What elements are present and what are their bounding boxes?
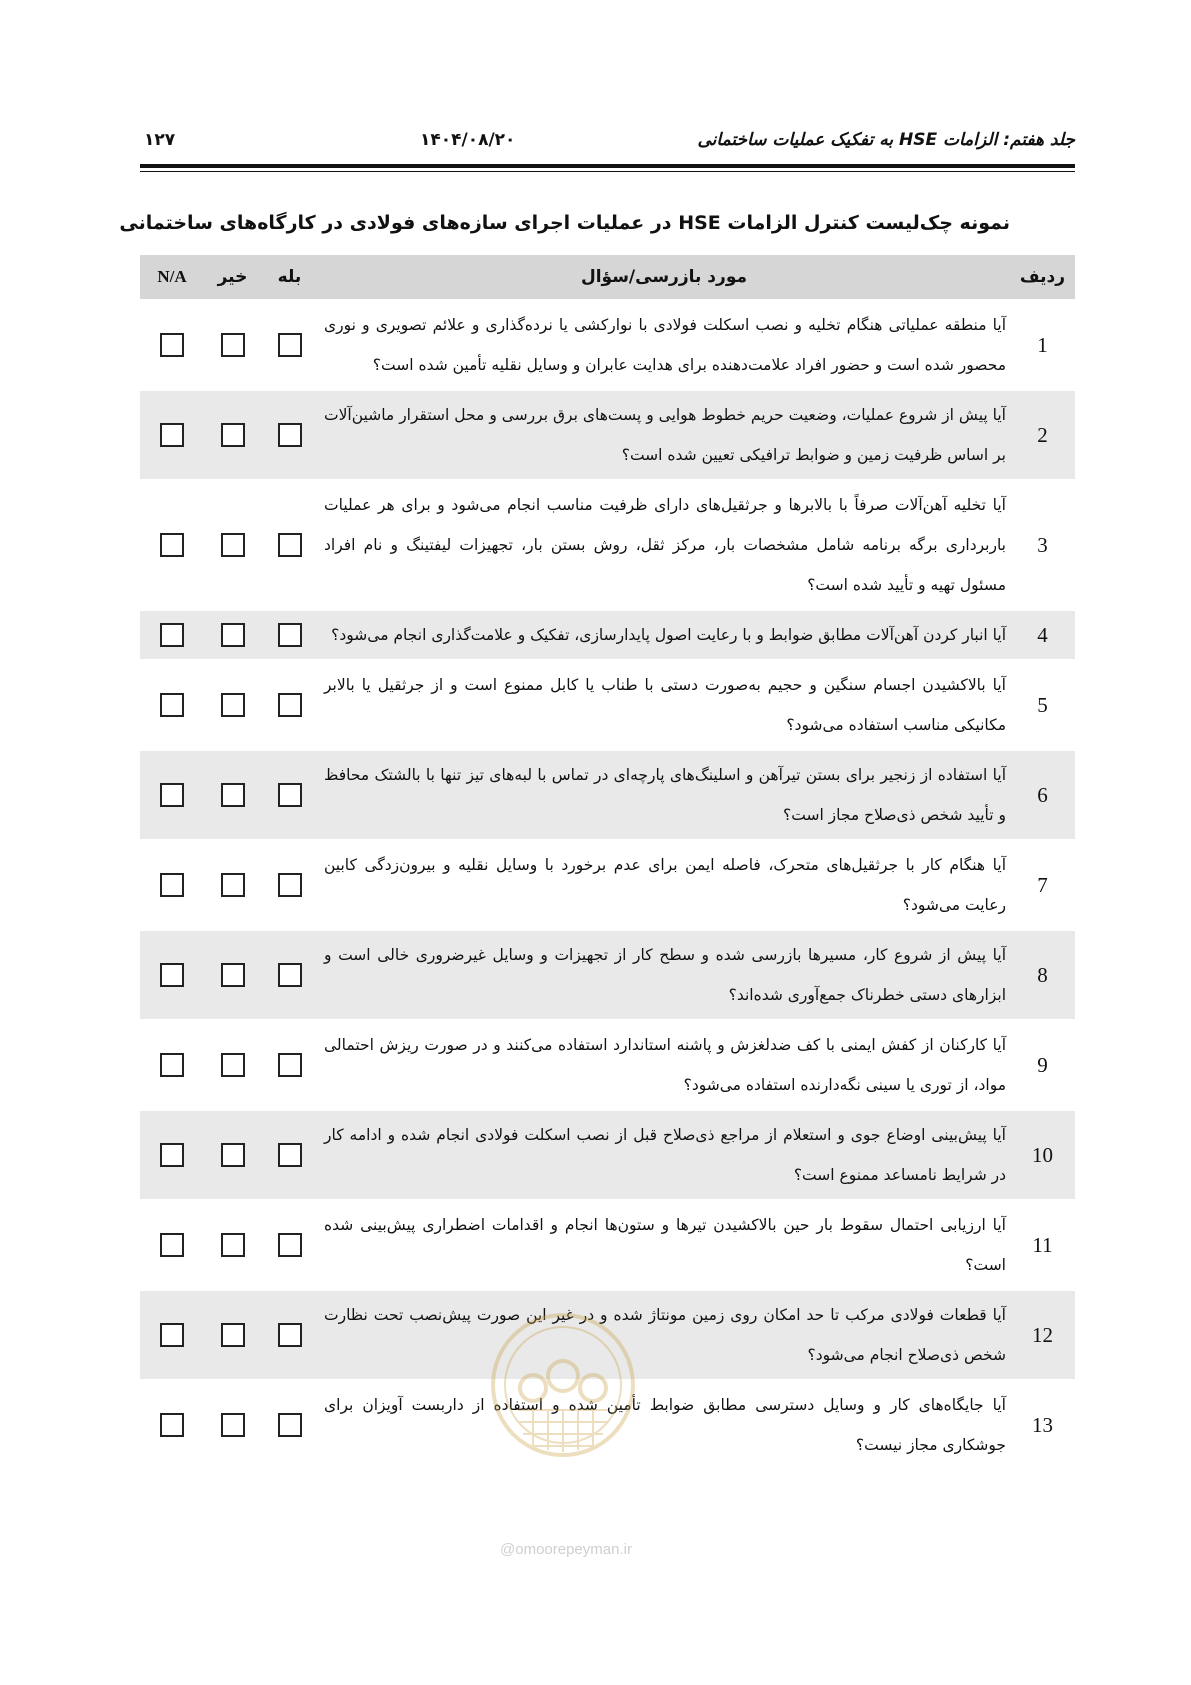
row-number: 2 bbox=[1010, 390, 1075, 480]
watermark-stamp-logo bbox=[488, 1310, 638, 1470]
na-checkbox[interactable] bbox=[160, 1053, 184, 1077]
table-row bbox=[140, 1200, 1075, 1290]
row-number: 8 bbox=[1010, 930, 1075, 1020]
no-checkbox[interactable] bbox=[221, 1323, 245, 1347]
header-rule-thick bbox=[140, 164, 1075, 168]
na-checkbox[interactable] bbox=[160, 623, 184, 647]
table-row bbox=[140, 300, 1075, 390]
yes-checkbox[interactable] bbox=[278, 333, 302, 357]
no-checkbox[interactable] bbox=[221, 1143, 245, 1167]
na-checkbox[interactable] bbox=[160, 423, 184, 447]
row-number: 4 bbox=[1010, 610, 1075, 660]
row-number: 9 bbox=[1010, 1020, 1075, 1110]
yes-checkbox[interactable] bbox=[278, 963, 302, 987]
row-number: 13 bbox=[1010, 1380, 1075, 1470]
checklist-table bbox=[140, 255, 1075, 1471]
na-checkbox[interactable] bbox=[160, 963, 184, 987]
yes-checkbox[interactable] bbox=[278, 783, 302, 807]
page-header bbox=[140, 128, 1075, 158]
table-row bbox=[140, 750, 1075, 840]
na-checkbox[interactable] bbox=[160, 1323, 184, 1347]
yes-checkbox[interactable] bbox=[278, 1143, 302, 1167]
table-row bbox=[140, 610, 1075, 660]
page-number: ۱۲۷ bbox=[144, 130, 176, 150]
table-row bbox=[140, 930, 1075, 1020]
table-row bbox=[140, 1110, 1075, 1200]
yes-checkbox[interactable] bbox=[278, 693, 302, 717]
header-yes: بله bbox=[261, 255, 318, 300]
no-checkbox[interactable] bbox=[221, 693, 245, 717]
yes-checkbox[interactable] bbox=[278, 1413, 302, 1437]
row-number: 1 bbox=[1010, 300, 1075, 390]
na-checkbox[interactable] bbox=[160, 873, 184, 897]
table-header-row bbox=[140, 255, 1075, 300]
no-checkbox[interactable] bbox=[221, 533, 245, 557]
row-question: آیا پیش‌بینی اوضاع جوی و استعلام از مراجع ذی‌صلاح قبل از نصب اسکلت فولادی انجام شده و ادامه کار در شرایط نامساعد ممنوع است؟ bbox=[318, 1110, 1010, 1200]
no-checkbox[interactable] bbox=[221, 873, 245, 897]
row-question: آیا قطعات فولادی مرکب تا حد امکان روی زمین مونتاژ شده و در غیر این صورت پیش‌نصب تحت نظارت شخص ذی‌صلاح انجام می‌شود؟ bbox=[318, 1290, 1010, 1380]
row-number: 3 bbox=[1010, 480, 1075, 610]
row-question: آیا انبار کردن آهن‌آلات مطابق ضوابط و با رعایت اصول پایدارسازی، تفکیک و علامت‌گذاری انجام می‌شود؟ bbox=[318, 610, 1010, 660]
row-number: 6 bbox=[1010, 750, 1075, 840]
no-checkbox[interactable] bbox=[221, 1233, 245, 1257]
no-checkbox[interactable] bbox=[221, 623, 245, 647]
table-row bbox=[140, 390, 1075, 480]
header-inspection-item: مورد بازرسی/سؤال bbox=[318, 255, 1010, 300]
no-checkbox[interactable] bbox=[221, 423, 245, 447]
table-row bbox=[140, 480, 1075, 610]
table-row bbox=[140, 1020, 1075, 1110]
row-question: آیا هنگام کار با جرثقیل‌های متحرک، فاصله ایمن برای عدم برخورد با وسایل نقلیه و بیرون‌زدگی کابین رعایت می‌شود؟ bbox=[318, 840, 1010, 930]
running-title: جلد هفتم: الزامات HSE به تفکیک عملیات ساختمانی bbox=[697, 130, 1075, 150]
row-question: آیا ارزیابی احتمال سقوط بار حین بالاکشیدن تیرها و ستون‌ها انجام و اقدامات اضطراری پیش‌بینی شده است؟ bbox=[318, 1200, 1010, 1290]
no-checkbox[interactable] bbox=[221, 783, 245, 807]
header-no: خیر bbox=[204, 255, 261, 300]
yes-checkbox[interactable] bbox=[278, 1233, 302, 1257]
header-row-number: ردیف bbox=[1010, 255, 1075, 300]
row-number: 5 bbox=[1010, 660, 1075, 750]
yes-checkbox[interactable] bbox=[278, 533, 302, 557]
row-number: 7 bbox=[1010, 840, 1075, 930]
na-checkbox[interactable] bbox=[160, 1143, 184, 1167]
yes-checkbox[interactable] bbox=[278, 623, 302, 647]
row-question: آیا تخلیه آهن‌آلات صرفاً با بالابرها و جرثقیل‌های دارای ظرفیت مناسب انجام می‌شود و برای هر عملیات باربرداری برگه برنامه شامل مشخصات بار، مرکز ثقل، روش بستن بار، تجهیزات لیفتینگ و نام افراد مسئول تهیه و تأیید شده است؟ bbox=[318, 480, 1010, 610]
na-checkbox[interactable] bbox=[160, 1413, 184, 1437]
no-checkbox[interactable] bbox=[221, 1053, 245, 1077]
na-checkbox[interactable] bbox=[160, 1233, 184, 1257]
header-na: N/A bbox=[140, 255, 204, 300]
row-question: آیا استفاده از زنجیر برای بستن تیرآهن و اسلینگ‌های پارچه‌ای در تماس با لبه‌های تیز تنها با بالشتک محافظ و تأیید شخص ذی‌صلاح مجاز است؟ bbox=[318, 750, 1010, 840]
no-checkbox[interactable] bbox=[221, 1413, 245, 1437]
na-checkbox[interactable] bbox=[160, 533, 184, 557]
row-number: 12 bbox=[1010, 1290, 1075, 1380]
yes-checkbox[interactable] bbox=[278, 1053, 302, 1077]
table-row bbox=[140, 660, 1075, 750]
row-question: آیا پیش از شروع کار، مسیرها بازرسی شده و سطح کار از تجهیزات و وسایل غیرضروری خالی است و ابزارهای دستی خطرناک جمع‌آوری شده‌اند؟ bbox=[318, 930, 1010, 1020]
na-checkbox[interactable] bbox=[160, 783, 184, 807]
yes-checkbox[interactable] bbox=[278, 873, 302, 897]
header-rule-thin bbox=[140, 171, 1075, 172]
row-question: آیا منطقه عملیاتی هنگام تخلیه و نصب اسکلت فولادی با نوارکشی یا نرده‌گذاری و علائم تصویری و نوری محصور شده است و حضور افراد علامت‌دهنده برای هدایت عابران و وسایل نقلیه تأمین شده است؟ bbox=[318, 300, 1010, 390]
no-checkbox[interactable] bbox=[221, 963, 245, 987]
row-number: 11 bbox=[1010, 1200, 1075, 1290]
watermark-url: @omoorepeyman.ir bbox=[500, 1541, 632, 1558]
na-checkbox[interactable] bbox=[160, 693, 184, 717]
yes-checkbox[interactable] bbox=[278, 1323, 302, 1347]
no-checkbox[interactable] bbox=[221, 333, 245, 357]
row-question: آیا پیش از شروع عملیات، وضعیت حریم خطوط هوایی و پست‌های برق بررسی و محل استقرار ماشین‌آلات بر اساس ظرفیت زمین و ضوابط ترافیکی تعیین شده است؟ bbox=[318, 390, 1010, 480]
yes-checkbox[interactable] bbox=[278, 423, 302, 447]
row-question: آیا جایگاه‌های کار و وسایل دسترسی مطابق ضوابط تأمین شده و استفاده از داربست آویزان برای جوشکاری مجاز نیست؟ bbox=[318, 1380, 1010, 1470]
document-title: نمونه چک‌لیست کنترل الزامات HSE در عملیات اجرای سازه‌های فولادی در کارگاه‌های ساختمانی bbox=[119, 212, 1010, 234]
table-row bbox=[140, 840, 1075, 930]
header-date: ۱۴۰۴/۰۸/۲۰ bbox=[420, 130, 516, 150]
row-number: 10 bbox=[1010, 1110, 1075, 1200]
row-question: آیا بالاکشیدن اجسام سنگین و حجیم به‌صورت دستی با طناب یا کابل ممنوع است و از جرثقیل یا بالابر مکانیکی مناسب استفاده می‌شود؟ bbox=[318, 660, 1010, 750]
row-question: آیا کارکنان از کفش ایمنی با کف ضدلغزش و پاشنه استاندارد استفاده می‌کنند و در صورت ریزش احتمالی مواد، از توری یا سینی نگه‌دارنده استفاده می‌شود؟ bbox=[318, 1020, 1010, 1110]
na-checkbox[interactable] bbox=[160, 333, 184, 357]
